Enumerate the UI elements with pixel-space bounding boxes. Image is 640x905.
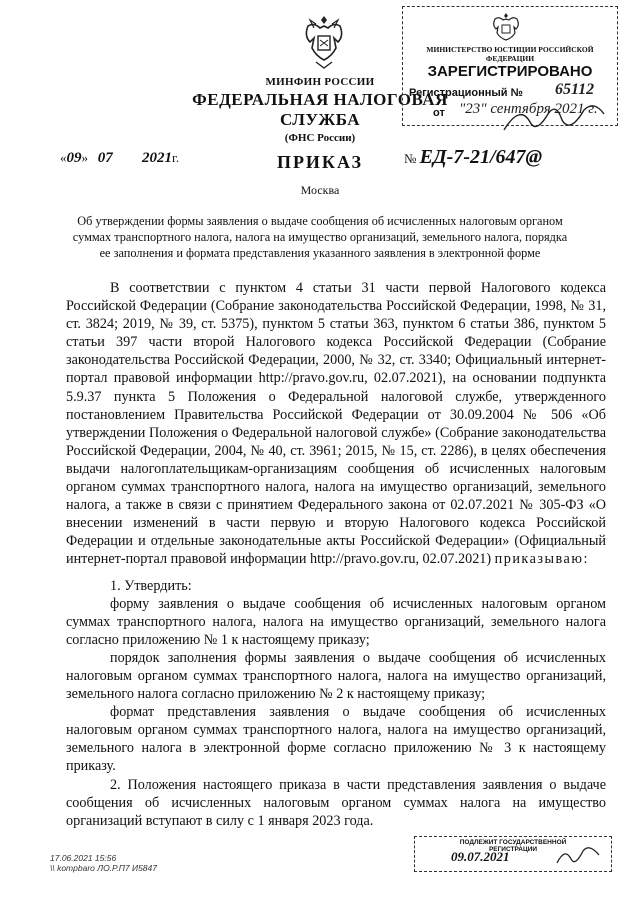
coat-of-arms-icon: [300, 12, 348, 72]
document-type: ПРИКАЗ: [276, 152, 364, 172]
city: Москва: [300, 183, 340, 197]
orders-word: приказываю:: [494, 551, 589, 568]
signature-icon: [500, 100, 610, 138]
item-2: 2. Положения настоящего приказа в части представления заявления о выдаче сообщения об исчисленных налоговым органом суммах налога на имущество организаций вступают в силу с 1 января 2023 года.: [66, 776, 606, 829]
service-abbr: (ФНС России): [284, 132, 356, 144]
order-year: 2021: [142, 150, 172, 166]
document-title: Об утверждении формы заявления о выдаче сообщения об исчисленных налоговым органом суммах транспортного налога, налога на имущество организаций, земельного налога, порядка ее заполнения и формата представления указанного заявления в электронной форме: [72, 214, 568, 260]
order-year-suffix: г.: [172, 150, 180, 165]
order-date: [60, 150, 179, 167]
date-mid: »: [81, 150, 88, 165]
footer-meta: [50, 853, 157, 873]
item-1b: порядок заполнения формы заявления о выдаче сообщения об исчисленных налоговым органом суммах транспортного налога, налога на имущество организаций, земельного налога согласно приложению № 2 к настоящему приказу;: [66, 649, 606, 703]
stamp-date-label: от: [433, 107, 445, 119]
order-number-label: №: [404, 151, 417, 166]
stamp-ministry: МИНИСТЕРСТВО ЮСТИЦИИ РОССИЙСКОЙ ФЕДЕРАЦИИ: [426, 45, 594, 63]
stamp-reg-label: Регистрационный №: [409, 87, 523, 99]
order-number-value: ЕД-7-21/647@: [419, 146, 543, 168]
footer-line-1: 17.06.2021 15:56: [50, 853, 117, 863]
preamble-paragraph: [66, 279, 606, 569]
preamble-text: В соответствии с пунктом 4 статьи 31 части первой Налогового кодекса Российской Федерации (Собрание законодательства Российской Федерации, 1998, № 31, ст. 3824; 2019, № 39, ст. 5375), пунктом 5 статьи 363, пунктом 6 статьи 386, пунктом 5 статьи 397 части второй Налогового кодекса Российской Федерации (Собрание законодательства Российской Федерации, 2000, № 32, ст. 3340; Официальный интернет-портал правовой информации http://pravo.gov.ru, 02.07.2021), на основании подпункта 5.9.37 пункта 5 Положения о Федеральной налоговой службе, утвержденного постановлением Правительства Российской Федерации от 30.09.2004 № 506 «Об утверждении Положения о Федеральной налоговой службе» (Собрание законодательства Российской Федерации, 2004, № 40, ст. 3961; 2015, № 15, ст. 2286), в целях обеспечения выдачи налогоплательщикам-организациям сообщения об исчисленных налоговым органом суммах транспортного налога, налога на имущество организаций, земельного налога, а также в связи с принятием Федерального закона от 02.07.2021 № 305-ФЗ «О внесении изменений в части первую и вторую Налогового кодекса Российской Федерации и отдельные законодательные акты Российской Федерации» (Официальный интернет-портал правовой информации http://pravo.gov.ru, 02.07.2021): [66, 280, 606, 568]
ministry-name: МИНФИН РОССИИ: [265, 76, 375, 88]
item-1c: формат представления заявления о выдаче сообщения об исчисленных налоговым органом суммах транспортного налога, налога на имущество организаций, земельного налога в электронной форме согласно приложению № 3 к настоящему приказу.: [66, 704, 606, 775]
bottom-signature-icon: [555, 845, 601, 867]
stamp-date-value: "23" сентября 2021 г.: [459, 101, 598, 117]
service-name: ФЕДЕРАЛЬНАЯ НАЛОГОВАЯ СЛУЖБА: [192, 90, 448, 129]
stamp-registered: ЗАРЕГИСТРИРОВАНО: [427, 63, 593, 80]
coat-of-arms-small-icon: [489, 11, 523, 43]
bottom-stamp: [414, 836, 612, 872]
stamp-reg-number: 65112: [555, 81, 595, 98]
item-1: 1. Утвердить:: [110, 577, 192, 594]
date-prefix: «: [60, 150, 67, 165]
order-day: 09: [66, 150, 82, 166]
footer-line-2: \\ kompbaro ЛО.Р.П7 И5847: [50, 863, 157, 873]
order-month: 07: [97, 150, 113, 166]
bottom-stamp-date: 09.07.2021: [451, 849, 510, 864]
item-1a: форму заявления о выдаче сообщения об исчисленных налоговым органом суммах транспортного налога, налога на имущество организаций, земельного налога согласно приложению № 1 к настоящему приказу;: [66, 595, 606, 648]
order-number: [404, 146, 542, 169]
bottom-stamp-label-2: РЕГИСТРАЦИИ: [488, 846, 538, 853]
document-body: [66, 279, 606, 830]
bottom-stamp-label: ПОДЛЕЖИТ ГОСУДАРСТВЕННОЙ: [459, 839, 567, 846]
